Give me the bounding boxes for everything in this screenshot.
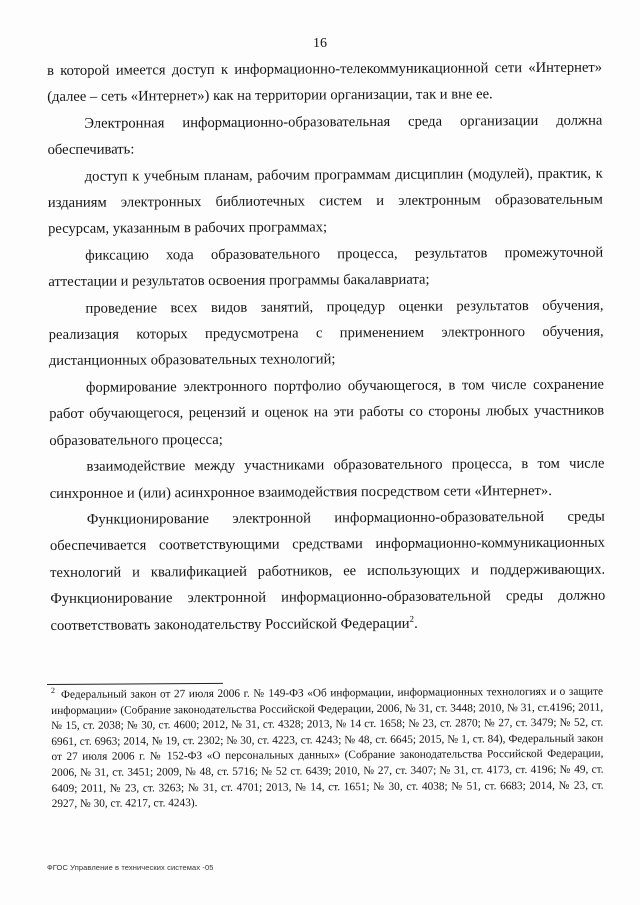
paragraph-5: проведение всех видов занятий, процедур оценки результатов обучения, реализация которых предусмотрена с применением электронного обучения, дистанционных образовательных технологий; — [48, 297, 604, 370]
page-number: 16 — [313, 36, 327, 51]
footnote-marker: 2 — [50, 686, 56, 696]
footnote-text: Федеральный закон от 27 июля 2006 г. № 149-ФЗ «Об информации, информационных технологиях и о защите информации» (Собрание законодательства Российской Федерации, 2006, № 31, ст. 3448; 2010, № 31, ст.4196; 2011, № 15, ст. 2038; № 30, ст. 4600; 2012, № 31, ст. 4328; 2013, № 14 ст. 1658; № 23, ст. 2870; № 27, ст. 3479; № 52, ст. 6961, ст. 6963; 2014, № 19, ст. 2302; № 30, ст. 4223, ст. 4243; № 48, ст. 6645; 2015, № 1, ст. 84), Федеральный закон от 27 июля 2006 г. № 152-ФЗ «О персональных данных» (Собрание законодательства Российской Федерации, 2006, № 31, ст. 3451; 2009, № 48, ст. 5716; № 52 ст. 6439; 2010, № 27, ст. 3407; № 31, ст. 4173, ст. 4196; № 49, ст. 6409; 2011, № 23, ст. 3263; № 31, ст. 4701; 2013, № 14, ст. 1651; № 30, ст. 4038; № 51, ст. 6683; 2014, № 23, ст. 2927, № 30, ст. 4217, ст. 4243). — [51, 685, 604, 811]
paragraph-6: формирование электронного портфолио обучающегося, в том числе сохранение работ обучающегося, рецензий и оценок на эти работы со стороны любых участников образовательного процесса; — [49, 376, 605, 449]
body-text — [47, 55, 606, 639]
footnote — [51, 685, 604, 813]
paragraph-1: в которой имеется доступ к информационно-телекоммуникационной сети «Интернет» (далее – сеть «Интернет») как на территории организации, так и вне ее. — [47, 59, 603, 106]
footnote-paragraph — [51, 685, 604, 813]
footnote-reference[interactable]: 2 — [409, 613, 415, 624]
paragraph-8: Функционирование электронной информационно-образовательной среды обеспечивается соответствующими средствами информационно-коммуникационных технологий и квалификацией работников, ее использующих и поддерживающих. Функционирование электронной информационно-образовательной среды должно соответствовать законодательству Российской Федерации$^2$. — [49, 508, 606, 634]
footer-label: ФГОС Управление в технических системах -05 — [47, 863, 214, 872]
paragraph-4: фиксацию хода образовательного процесса, результатов промежуточной аттестации и результатов освоения программы бакалавриата; — [48, 244, 604, 291]
paragraph-7: взаимодействие между участниками образовательного процесса, в том числе синхронное и (или) асинхронное взаимодействия посредством сети «Интернет». — [49, 455, 605, 502]
paragraph-3: доступ к учебным планам, рабочим программам дисциплин (модулей), практик, к изданиям электронных библиотечных систем и электронным образовательным ресурсам, указанным в рабочих программах; — [47, 165, 603, 238]
paragraph-2: Электронная информационно-образовательная среда организации должна обеспечивать: — [47, 112, 603, 159]
footnote-divider — [47, 683, 223, 685]
paragraph-8-text: Функционирование электронной информационно-образовательной среды обеспечивается соответствующими средствами информационно-коммуникационных технологий и квалификацией работников, ее использующих и поддерживающих. Функционирование электронной информационно-образовательной среды должно соответствовать законодательству Российской Федерации — [49, 508, 606, 634]
